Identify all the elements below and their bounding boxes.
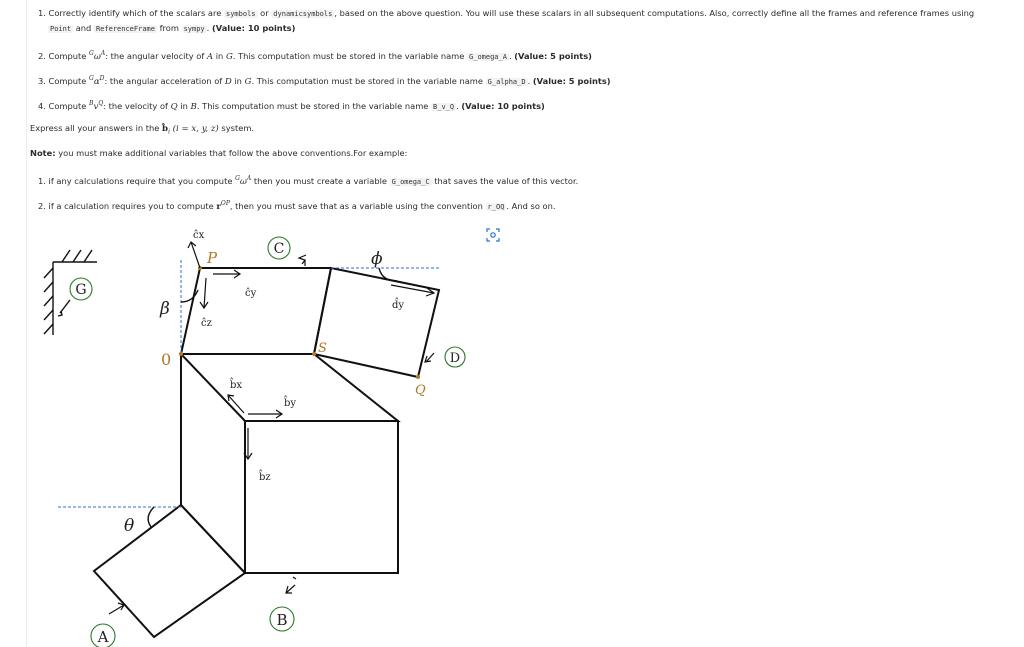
label-q: Q [415, 383, 426, 398]
body-c-plate [181, 268, 331, 354]
label-dy: d̂y [392, 300, 405, 311]
label-theta: θ [124, 516, 135, 536]
example-1: 1. if any calculations require that you compute $^G\omega^A$ then you must create a variable G_omega_C that saves the value of this vector. [38, 175, 579, 187]
a-rotation-mark [109, 603, 124, 614]
point-markers [179, 266, 420, 379]
point-s-marker [312, 352, 316, 356]
label-b: B [276, 611, 288, 629]
label-cz: ĉz [201, 318, 212, 329]
theta-arc [148, 507, 154, 527]
label-bx: b̂x [230, 380, 243, 391]
c-rotation-mark [299, 255, 306, 266]
question-3: 3. Compute $^G\alpha^D$: the angular acceleration of D in G. This computation must be stored in the variable name G_alpha_D . (Value: 5 points) [38, 75, 611, 87]
label-bz: b̂z [259, 472, 271, 483]
angle-arcs [148, 268, 397, 527]
label-by: b̂y [284, 398, 297, 409]
label-p: P [207, 249, 218, 267]
label-o: 0 [161, 350, 172, 369]
question-1: 1. Correctly identify which of the scalars are symbols or dynamicsymbols , based on the above question. You will use these scalars in all subsequent computations. Also, correctly define all the frames and reference frames using [38, 8, 975, 18]
question-4: 4. Compute $^Bv^Q$: the velocity of Q in B. This computation must be stored in the variable name B_v_Q . (Value: 10 points) [38, 100, 545, 112]
label-g: G [75, 282, 87, 298]
express-instruction: Express all your answers in the $b̂_i$ (i = x, y, z) system. [30, 123, 255, 136]
label-phi: ϕ [371, 249, 383, 269]
point-q-marker [416, 375, 420, 379]
note-line: Note: you must make additional variables that follow the above conventions.For example: [30, 148, 408, 158]
cz-arrow [204, 278, 206, 308]
question-2: 2. Compute $^G\omega^A$: the angular velocity of A in G. This computation must be stored in the variable name G_omega_A . (Value: 5 points) [38, 50, 592, 62]
label-d: D [449, 351, 461, 366]
label-beta: β [160, 299, 170, 319]
label-s: S [318, 341, 327, 356]
label-a: A [97, 628, 109, 646]
body-a-plate [94, 505, 245, 637]
d-rotation-mark [425, 353, 434, 362]
body-b-top-face [181, 354, 398, 421]
label-cy: ĉy [245, 288, 257, 299]
label-c: C [273, 241, 285, 257]
body-b-front-face [245, 421, 398, 573]
body-d-plate [314, 268, 439, 377]
question-1-continued: Point and ReferenceFrame from sympy . (Value: 10 points) [50, 23, 296, 33]
label-cx: ĉx [193, 230, 205, 241]
example-2: 2. if a calculation requires you to compute $r^{OP}$, then you must save that as a variable using the convention r_OQ . And so on. [38, 200, 556, 212]
unit-vector-arrows [109, 242, 434, 614]
point-o-marker [179, 352, 183, 356]
b-rotation-mark [286, 577, 296, 593]
